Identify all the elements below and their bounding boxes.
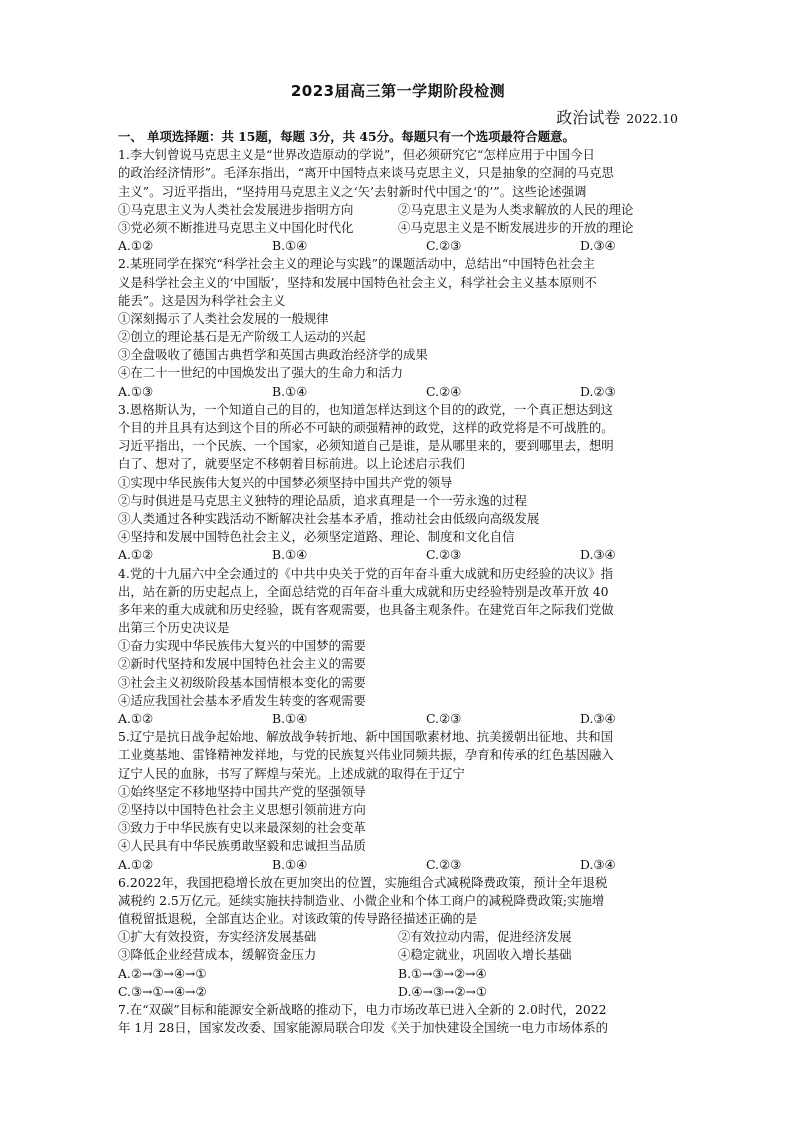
- statement-row: [118, 219, 678, 237]
- choice-b: B.①→③→②→④: [398, 965, 487, 981]
- question-stem-line: 值税留抵退税，全部直达企业。对该政策的传导路径描述正确的是: [118, 911, 478, 927]
- question-stem-line: 能丢”。这是因为科学社会主义: [118, 292, 286, 308]
- choice-d: D.④→③→②→①: [398, 983, 488, 999]
- statement: ③降低企业经营成本，缓解资金压力: [118, 947, 317, 963]
- answer-choices: [118, 965, 678, 983]
- question-7: [118, 1001, 678, 1037]
- question-stem-line: 主义”。习近平指出，“坚持用马克思主义之‘矢’去射新时代中国之‘的’”。这些论述强调: [118, 183, 587, 199]
- question-stem-line: 7.在“双碳”目标和能源安全新战略的推动下，电力市场改革已进入全新的 2.0时代，2022: [118, 1002, 607, 1017]
- question-stem-line: 出第三个历史决议是: [118, 620, 230, 636]
- question-stem-line: 个目的并且具有达到这个目的所必不可缺的顽强精神的政党，这样的政党将是不可战胜的。: [118, 420, 614, 435]
- statement: ①奋力实现中华民族伟大复兴的中国梦的需要: [118, 638, 366, 654]
- question-stem-line: 6.2022年，我国把稳增长放在更加突出的位置，实施组合式减税降费政策，预计全年退税: [118, 874, 608, 890]
- question-stem-line: 1.李大钊曾说马克思主义是“世界改造原动的学说”，但必须研究它“怎样应用于中国今日: [118, 147, 595, 163]
- question-5: [118, 728, 678, 874]
- question-stem-line: 4.党的十九届六中全会通过的《中共中央关于党的百年奋斗重大成就和历史经验的决议》指: [118, 565, 614, 581]
- question-2: [118, 255, 678, 401]
- choice-b: B.①④: [272, 383, 308, 399]
- answer-choices: [118, 546, 678, 564]
- choice-a: A.①②: [118, 238, 154, 254]
- statement: ①马克思主义为人类社会发展进步指明方向: [118, 201, 354, 217]
- choice-a: A.①③: [118, 383, 154, 399]
- question-stem-line: 白了、想对了，就要坚定不移朝着目标前进。以上论述启示我们: [118, 456, 465, 472]
- question-stem-line: 年 1月 28日，国家发改委、国家能源局联合印发《关于加快建设全国统一电力市场体系的: [118, 1020, 608, 1036]
- section-heading: 一、 单项选择题：共 15题，每题 3分，共 45分。每题只有一个选项最符合题意。: [118, 129, 575, 144]
- answer-choices: [118, 856, 678, 874]
- exam-title: 2023届高三第一学期阶段检测: [290, 82, 506, 100]
- question-stem-line: 出，站在新的历史起点上，全面总结党的百年奋斗重大成就和历史经验特别是改革开放 40: [118, 583, 609, 599]
- question-4: [118, 565, 678, 729]
- statement: ④在二十一世纪的中国焕发出了强大的生命力和活力: [118, 365, 403, 381]
- choice-c: C.②③: [426, 856, 462, 872]
- choice-b: B.①④: [272, 238, 308, 254]
- statement: ①实现中华民族伟大复兴的中国梦必须坚持中国共产党的领导: [118, 474, 453, 490]
- choice-b: B.①④: [272, 856, 308, 872]
- choice-d: D.③④: [580, 547, 616, 563]
- statement: ④稳定就业，巩固收入增长基础: [398, 947, 572, 963]
- answer-choices: [118, 983, 678, 1001]
- answer-choices: [118, 383, 678, 401]
- statement: ②坚持以中国特色社会主义思想引领前进方向: [118, 801, 366, 817]
- statement: ①扩大有效投资，夯实经济发展基础: [118, 929, 317, 945]
- choice-c: C.②③: [426, 547, 462, 563]
- subject-name: 政治试卷: [556, 108, 621, 127]
- question-stem-line: 习近平指出，一个民族、一个国家，必须知道自己是谁，是从哪里来的，要到哪里去，想明: [118, 438, 614, 454]
- choice-c: C.③→①→④→②: [118, 983, 207, 999]
- exam-subtitle: [556, 105, 678, 128]
- exam-content: [118, 128, 678, 1037]
- statement: ④适应我国社会基本矛盾发生转变的客观需要: [118, 692, 366, 708]
- statement: ③人类通过各种实践活动不断解决社会基本矛盾，推动社会由低级向高级发展: [118, 510, 540, 526]
- choice-a: A.①②: [118, 856, 154, 872]
- choice-d: D.②③: [580, 383, 616, 399]
- question-stem-line: 义是科学社会主义的‘中国版’，坚持和发展中国特色社会主义，科学社会主义基本原则不: [118, 274, 597, 290]
- choice-b: B.①④: [272, 547, 308, 563]
- exam-date: 2022.10: [626, 111, 678, 126]
- statement: ①始终坚定不移地坚持中国共产党的坚强领导: [118, 783, 366, 799]
- statement: ③全盘吸收了德国古典哲学和英国古典政治经济学的成果: [118, 347, 428, 363]
- question-stem-line: 多年来的重大成就和历史经验，既有客观需要，也具备主观条件。在建党百年之际我们党做: [118, 601, 614, 617]
- statement: ③社会主义初级阶段基本国情根本变化的需要: [118, 674, 366, 690]
- statement: ④坚持和发展中国特色社会主义，必须坚定道路、理论、制度和文化自信: [118, 529, 515, 545]
- choice-d: D.③④: [580, 711, 616, 726]
- choice-a: A.①②: [118, 711, 154, 726]
- choice-c: C.②③: [426, 238, 462, 254]
- choice-b: B.①④: [272, 711, 308, 726]
- question-stem-line: 减税约 2.5万亿元。延续实施扶持制造业、小微企业和个体工商户的减税降费政策;实施增: [118, 892, 605, 908]
- statement: ④人民具有中华民族勇敢坚毅和忠诚担当品质: [118, 838, 366, 854]
- question-stem-line: 5.辽宁是抗日战争起始地、解放战争转折地、新中国国歌素材地、抗美援朝出征地、共和国: [118, 729, 614, 745]
- choice-c: C.②④: [426, 383, 462, 399]
- choice-a: A.②→③→④→①: [118, 965, 207, 981]
- statement: ②马克思主义是为人类求解放的人民的理论: [398, 201, 634, 217]
- statement: ④马克思主义是不断发展进步的开放的理论: [398, 219, 634, 235]
- statement: ③致力于中华民族有史以来最深刻的社会变革: [118, 820, 366, 836]
- question-6: [118, 874, 678, 1001]
- choice-d: D.③④: [580, 856, 616, 872]
- question-stem-line: 2.某班同学在探究“科学社会主义的理论与实践”的课题活动中，总结出“中国特色社会主: [118, 256, 595, 272]
- answer-choices: [118, 237, 678, 255]
- statement-row: [118, 928, 678, 946]
- statement-row: [118, 201, 678, 219]
- statement: ②新时代坚持和发展中国特色社会主义的需要: [118, 656, 366, 672]
- statement-row: [118, 946, 678, 964]
- choice-d: D.③④: [580, 238, 616, 254]
- statement: ③党必须不断推进马克思主义中国化时代化: [118, 219, 354, 235]
- question-stem-line: 工业奠基地、雷锋精神发祥地，与党的民族复兴伟业同频共振，孕育和传承的红色基因融入: [118, 747, 614, 763]
- question-1: [118, 146, 678, 255]
- choice-a: A.①②: [118, 547, 154, 563]
- question-stem-line: 3.恩格斯认为，一个知道自己的目的，也知道怎样达到这个目的的政党，一个真正想达到这: [118, 401, 614, 417]
- statement: ②与时俱进是马克思主义独特的理论品质，追求真理是一个一劳永逸的过程: [118, 492, 527, 508]
- question-stem-line: 的政治经济情形”。毛泽东指出，“离开中国特点来谈马克思主义，只是抽象的空洞的马克思: [118, 165, 614, 181]
- choice-c: C.②③: [426, 711, 462, 726]
- statement: ②有效拉动内需，促进经济发展: [398, 929, 572, 945]
- statement: ②创立的理论基石是无产阶级工人运动的兴起: [118, 329, 366, 345]
- question-3: [118, 401, 678, 565]
- question-stem-line: 辽宁人民的血脉，书写了辉煌与荣光。上述成就的取得在于辽宁: [118, 765, 465, 781]
- statement: ①深刻揭示了人类社会发展的一般规律: [118, 310, 329, 326]
- answer-choices: [118, 710, 678, 728]
